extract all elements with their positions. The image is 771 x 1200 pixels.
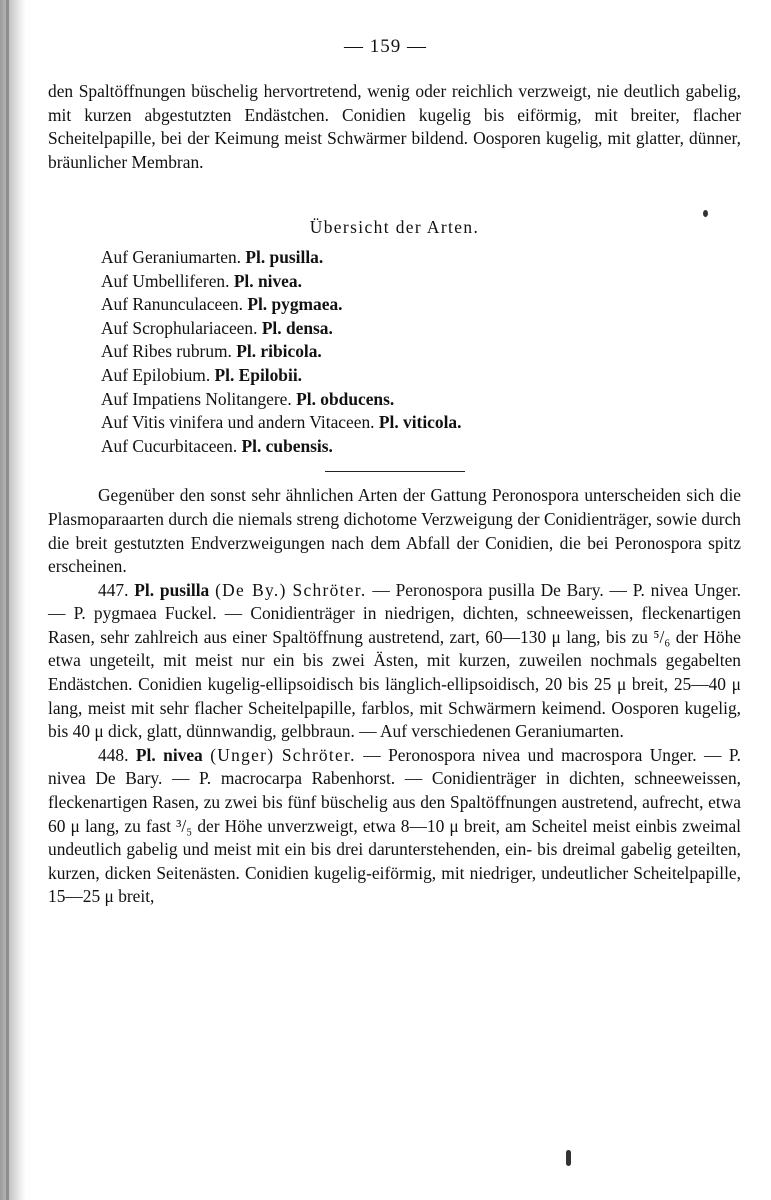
intro-paragraph: den Spaltöffnungen büschelig hervortretend, wenig oder reichlich verzweigt, nie deutlich gabelig, mit kurzen abgestutzten Endästchen. Conidien kugelig bis eiförmig, mit breiter, flacher Scheitelpapille, bei der Keimung meist Schwärmer bildend. Oosporen kugelig, mit glatter, dünner, bräunlicher Membran.: [48, 81, 741, 172]
list-item: [101, 364, 741, 388]
list-item: [101, 317, 741, 341]
species-entry-447: [48, 579, 741, 744]
host-label: Auf Scrophulariaceen.: [101, 317, 258, 338]
species-name: Pl. pusilla.: [245, 246, 324, 267]
species-overview-list: [48, 246, 741, 458]
host-label: Auf Geraniumarten.: [101, 246, 242, 267]
species-name: Pl. pygmaea.: [247, 294, 343, 315]
list-item: [101, 270, 741, 294]
entry-species-name: Pl. pusilla: [134, 579, 210, 600]
list-item: [101, 388, 741, 412]
page-binding-shadow: [6, 0, 9, 1200]
host-label: Auf Umbelliferen.: [101, 270, 230, 291]
entry-author: Schröter.: [292, 579, 367, 600]
section-divider: [325, 471, 465, 472]
entry-number: 447.: [98, 579, 129, 600]
page-body: [48, 80, 741, 909]
host-label: Auf Impatiens Nolitangere.: [101, 388, 292, 409]
entry-text: — Peronospora nivea und macrospora Unger. — P. nivea De Bary. — P. macrocarpa Rabenhorst. — Conidienträger in dichten, schneeweissen, fleckenartigen Rasen, zu zwei bis fünf büschelig aus den Spaltöffnungen austretend, aufrecht, etwa 60 μ lang, zu fast ³/₅ der Höhe unverzweigt, etwa 8—10 μ breit, am Scheitel meist einbis zweimal undeutlich gabelig und meist mit ein bis drei darunterstehenden, ein- bis dreimal gabelig geteilten, kurzen, dicken Seitenästen. Conidien kugelig-eiförmig, mit niedriger, undeutlicher Scheitelpapille, 15—25 μ breit,: [48, 744, 741, 907]
host-label: Auf Epilobium.: [101, 364, 211, 385]
entry-number: 448.: [98, 744, 129, 765]
list-item: [101, 293, 741, 317]
entry-author: Schröter.: [281, 744, 356, 765]
species-name: Pl. obducens.: [296, 388, 395, 409]
entry-species-name: Pl. nivea: [135, 744, 203, 765]
host-label: Auf Vitis vinifera und andern Vitaceen.: [101, 412, 375, 433]
host-label: Auf Ranunculaceen.: [101, 294, 243, 315]
entry-author-paren: (De By.): [215, 579, 287, 600]
species-name: Pl. viticola.: [378, 412, 462, 433]
list-item: [101, 340, 741, 364]
species-name: Pl. ribicola.: [236, 341, 322, 362]
page-binding-edge: [0, 0, 26, 1200]
list-item: [101, 411, 741, 435]
list-item: [101, 246, 741, 270]
host-label: Auf Ribes rubrum.: [101, 341, 232, 362]
species-name: Pl. densa.: [261, 317, 333, 338]
entry-text: — Peronospora pusilla De Bary. — P. nivea Unger. — P. pygmaea Fuckel. — Conidienträger in niedrigen, dichten, schneeweissen, fleckenartigen Rasen, sehr zahlreich aus einer Spaltöffnung austretend, zart, 60—130 μ lang, bis zu ⁵/₆ der Höhe etwa ungeteilt, mit meist nur ein bis zwei Ästen, mit kurzen, zuweilen nochmals gegabelten Endästchen. Conidien kugelig-ellipsoidisch bis länglich-ellipsoidisch, 20 bis 25 μ breit, 25—40 μ lang, meist mit sehr flacher Scheitelpapille, farblos, mit Schwärmern keimend. Oosporen kugelig, bis 40 μ dick, glatt, dünnwandig, gelbbraun. — Auf verschiedenen Geraniumarten.: [48, 579, 742, 742]
comparison-paragraph: Gegenüber den sonst sehr ähnlichen Arten der Gattung Peronospora unterscheiden sich die Plasmoparaarten durch die niemals streng dichotome Verzweigung der Conidienträger, sowie durch die breit gestutzten Endverzweigungen nach dem Abfall der Conidien, die bei Peronospora spitz erscheinen.: [48, 485, 741, 577]
entry-author-paren: (Unger): [210, 744, 275, 765]
species-entry-448: [48, 744, 741, 909]
ink-speck: [703, 210, 708, 217]
species-name: Pl. cubensis.: [241, 435, 333, 456]
species-name: Pl. nivea.: [233, 270, 302, 291]
page-number: — 159 —: [344, 36, 427, 57]
list-item: [101, 435, 741, 459]
species-name: Pl. Epilobii.: [214, 364, 302, 385]
overview-title: Übersicht der Arten.: [309, 217, 480, 238]
host-label: Auf Cucurbitaceen.: [101, 435, 238, 456]
ink-speck: [566, 1150, 571, 1166]
